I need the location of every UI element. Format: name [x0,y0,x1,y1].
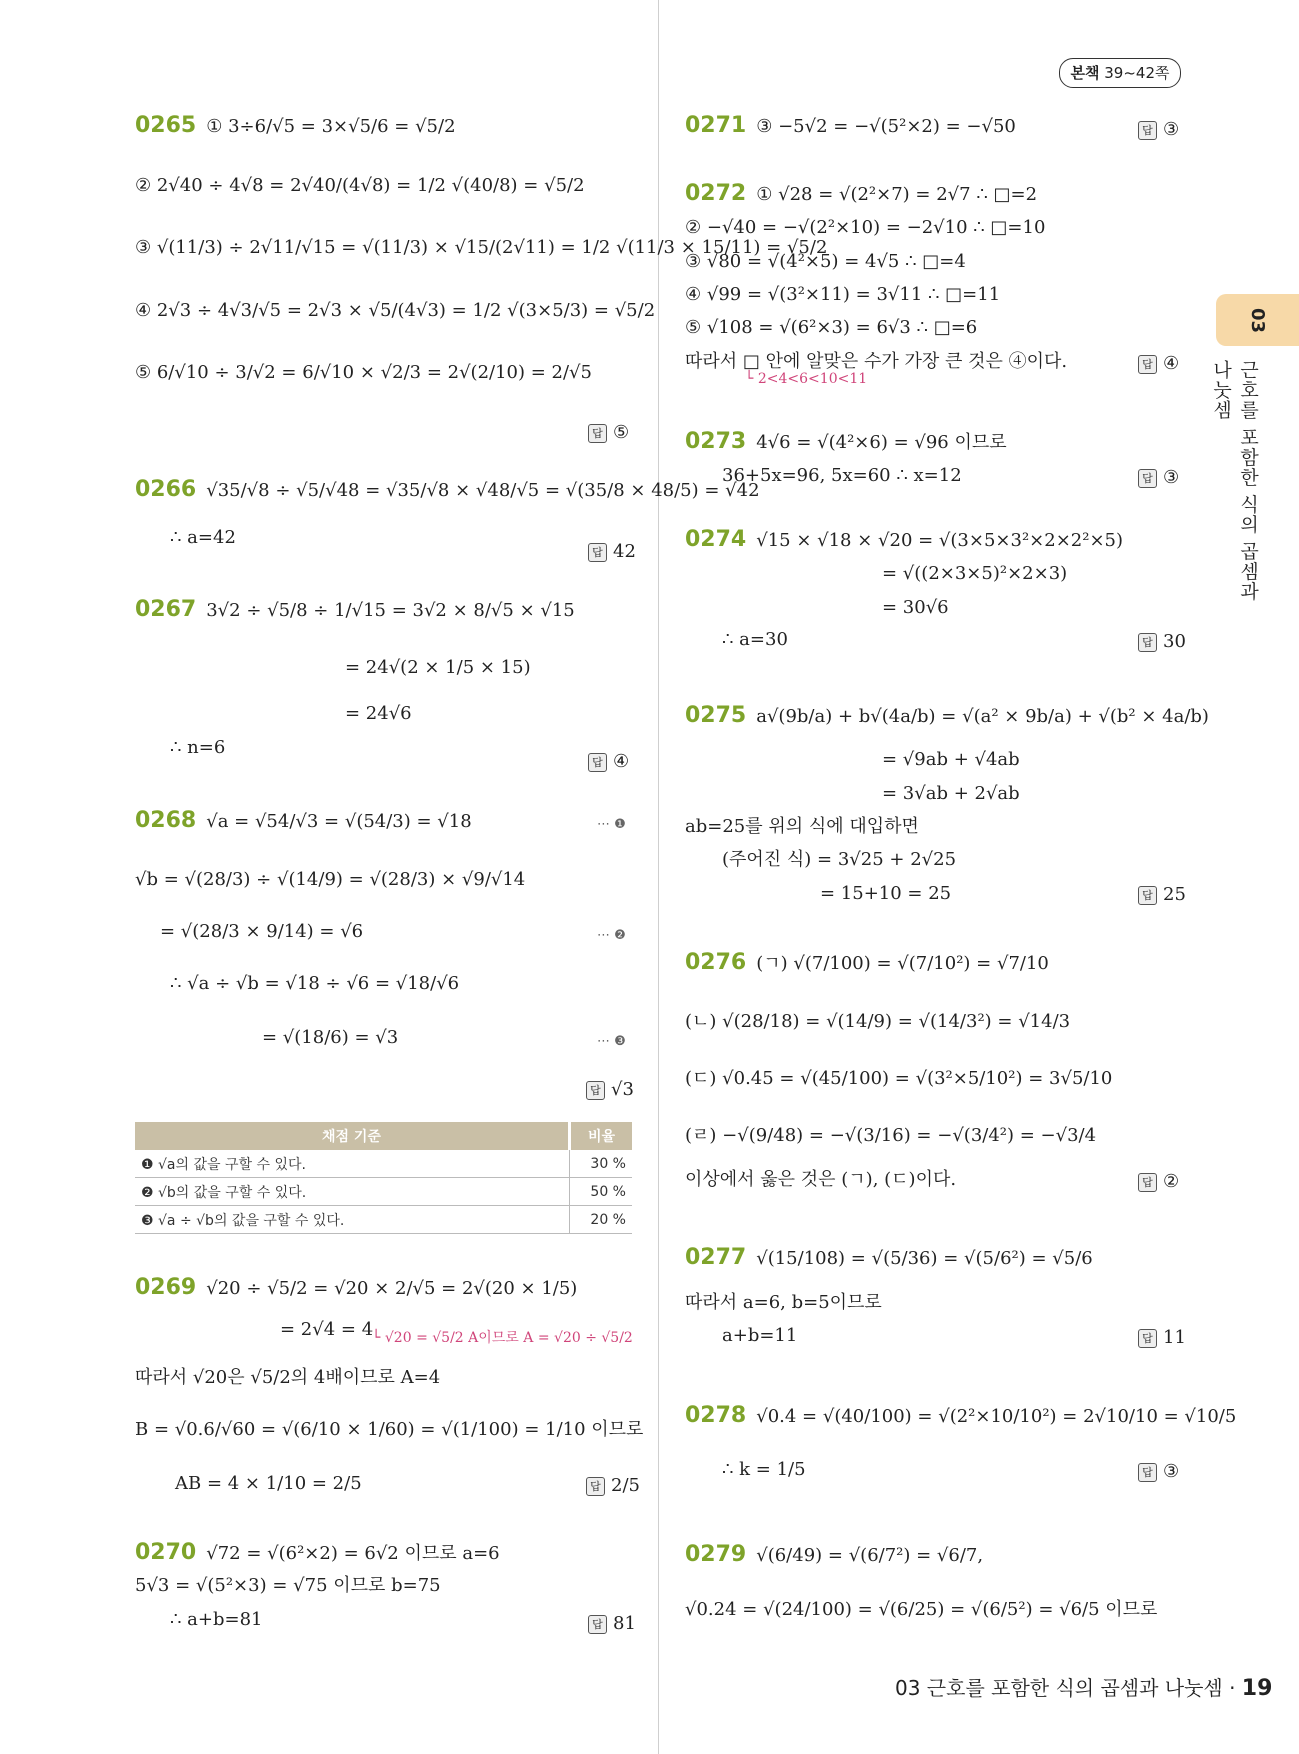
rubric-row [135,1178,632,1206]
right_column-line [882,748,1020,772]
solution-text: 3√2 ÷ √5/8 ÷ 1/√15 = 3√2 × 8/√5 × √15 [206,600,575,621]
problem-number: 0274 [685,527,747,552]
answer [1138,1460,1179,1484]
answer [588,750,629,774]
footer-chapter: 03 근호를 포함한 식의 곱셈과 나눗셈 [895,1676,1223,1700]
answer-value: 30 [1163,631,1186,652]
solution-text: AB = 4 × 1/10 = 2/5 [175,1473,362,1494]
page-ref-pages: 39~42쪽 [1104,64,1170,82]
rubric-header-criterion: 채점 기준 [135,1122,570,1150]
answer [1138,883,1186,907]
solution-text: √0.4 = √(40/100) = √(2²×10/10²) = 2√10/10 = √10/5 [756,1406,1237,1427]
problem-number: 0275 [685,703,747,728]
right_column-line [820,882,951,906]
right_column-line [685,283,1000,307]
answer-value: ③ [1163,467,1180,488]
left_column-line [170,1608,263,1632]
rubric-pct: 30 % [570,1150,633,1178]
left_column-line [135,1418,643,1442]
problem-number: 0269 [135,1275,197,1300]
problem-number: 0273 [685,429,747,454]
solution-text: ∴ a+b=81 [170,1609,263,1630]
problem-number: 0270 [135,1540,197,1565]
problem-number: 0268 [135,808,197,833]
left_column-line [135,114,456,139]
answer [1138,1170,1179,1194]
answer-value: 2/5 [611,1475,640,1496]
annotation-note: └ 2<4<6<10<11 [745,371,868,387]
solution-text: ③ −5√2 = −√(5²×2) = −√50 [756,116,1016,137]
solution-text: ∴ k = 1/5 [722,1459,806,1480]
answer-icon: 답 [586,1081,605,1100]
right_column-line [685,951,1049,976]
footer-dot: · [1229,1676,1242,1700]
right_column-line [685,1246,1093,1271]
annotation-note: └ √20 = √5/2 A이므로 A = √20 ÷ √5/2 [372,1330,633,1346]
right_column-line [685,815,919,839]
left_column-line [345,656,531,680]
solution-text: = 24√6 [345,703,412,724]
solution-text: ab=25를 위의 식에 대입하면 [685,816,919,837]
chapter-side-title: 근호를 포함한 식의 곱셈과 나눗셈 [1210,360,1259,602]
answer-value: ④ [613,751,630,772]
rubric-criterion: ❷ √b의 값을 구할 수 있다. [135,1178,570,1206]
right_column-line [685,216,1045,240]
solution-text: ① √28 = √(2²×7) = 2√7 ∴ □=2 [756,184,1038,205]
right_column-line [882,782,1020,806]
grading-rubric-table [135,1122,632,1234]
right_column-line [685,1404,1236,1429]
answer [588,421,629,445]
solution-text: ∴ a=30 [722,629,788,650]
right_column-line [882,562,1067,586]
right_column-line [722,628,788,652]
answer [588,540,636,564]
solution-text: ∴ a=42 [170,527,236,548]
problem-number: 0277 [685,1245,747,1270]
solution-text: ④ 2√3 ÷ 4√3/√5 = 2√3 × √5/(4√3) = 1/2 √(3×5/3) = √5/2 [135,300,656,321]
solution-text: √20 ÷ √5/2 = √20 × 2/√5 = 2√(20 × 1/5) [206,1278,578,1299]
left_column-line [170,526,236,550]
solution-text: 36+5x=96, 5x=60 ∴ x=12 [722,465,962,486]
solution-text: = √(18/6) = √3 [262,1027,399,1048]
right_column-line [685,1168,956,1192]
solution-text: (ㄹ) −√(9/48) = −√(3/16) = −√(3/4²) = −√3/4 [685,1125,1097,1146]
left_column-line [135,1366,440,1390]
answer-icon: 답 [1138,1173,1157,1192]
solution-text: 따라서 √20은 √5/2의 4배이므로 A=4 [135,1367,441,1388]
page-ref-book: 본책 [1070,64,1100,82]
page-reference-badge [1059,58,1181,88]
problem-number: 0279 [685,1542,747,1567]
answer [1138,352,1179,376]
solution-text: 따라서 □ 안에 알맞은 수가 가장 큰 것은 ④이다. [685,351,1068,372]
solution-text: ② −√40 = −√(2²×10) = −2√10 ∴ □=10 [685,217,1046,238]
answer-value: ④ [1163,353,1180,374]
right_column-line [685,114,1016,139]
problem-number: 0272 [685,181,747,206]
left_column-line [135,1574,441,1598]
solution-text: 4√6 = √(4²×6) = √96 이므로 [756,432,1007,453]
answer-icon: 답 [588,543,607,562]
left_column-line [135,361,592,385]
right_column-line [722,464,962,488]
solution-text: 따라서 a=6, b=5이므로 [685,1292,882,1313]
page-footer [895,1672,1272,1701]
solution-text: √(6/49) = √(6/7²) = √6/7, [756,1545,984,1566]
solution-text: = √((2×3×5)²×2×3) [882,563,1068,584]
solution-text: 이상에서 옳은 것은 (ㄱ), (ㄷ)이다. [685,1169,957,1190]
right_column-line [685,350,1067,374]
right_column-line [685,1598,1157,1622]
answer-value: ③ [1163,1461,1180,1482]
answer [586,1474,640,1498]
rubric-pct: 20 % [570,1206,633,1234]
solution-text: (ㄷ) √0.45 = √(45/100) = √(3²×5/10²) = 3√5/10 [685,1068,1113,1089]
chapter-number: 03 [1247,307,1268,333]
problem-number: 0276 [685,950,747,975]
left_column-line [135,868,525,892]
answer [1138,630,1186,654]
answer-icon: 답 [1138,886,1157,905]
left_column-line [280,1318,373,1342]
chapter-tab[interactable] [1216,294,1299,346]
answer-value: ⑤ [613,422,630,443]
right_column-line [685,316,977,340]
answer-value: 25 [1163,884,1186,905]
solution-text: ② 2√40 ÷ 4√8 = 2√40/(4√8) = 1/2 √(40/8) = √5/2 [135,175,585,196]
solution-text: ① 3÷6/√5 = 3×√5/6 = √5/2 [206,116,456,137]
right_column-line [722,848,956,872]
solution-text: B = √0.6/√60 = √(6/10 × 1/60) = √(1/100) = 1/10 이므로 [135,1419,644,1440]
solution-text: = √9ab + √4ab [882,749,1020,770]
step-marker: ⋯ ❶ [597,817,626,832]
solution-text: (ㄱ) √(7/100) = √(7/10²) = √7/10 [756,953,1049,974]
right_column-line [722,1458,806,1482]
solution-text: = 2√4 = 4 [280,1319,374,1340]
right_column-line [722,1324,797,1348]
answer [588,1612,636,1636]
right_column-line [685,1010,1070,1034]
problem-number: 0278 [685,1403,747,1428]
right_column-line [882,596,949,620]
solution-text: √(15/108) = √(5/36) = √(5/6²) = √5/6 [756,1248,1093,1269]
solution-text: 5√3 = √(5²×3) = √75 이므로 b=75 [135,1575,441,1596]
rubric-row [135,1206,632,1234]
solution-text: ③ √(11/3) ÷ 2√11/√15 = √(11/3) × √15/(2√11) = 1/2 √(11/3 × 15/11) = √5/2 [135,237,828,258]
solution-text: a√(9b/a) + b√(4a/b) = √(a² × 9b/a) + √(b² × 4a/b) [756,706,1209,727]
right_column-line [685,1291,882,1315]
solution-text: √72 = √(6²×2) = 6√2 이므로 a=6 [206,1543,500,1564]
left_column-line [170,972,459,996]
right_column-line [685,1124,1096,1148]
problem-number: 0271 [685,113,747,138]
answer [1138,1326,1186,1350]
left_column-line [135,174,585,198]
problem-number: 0266 [135,477,197,502]
answer [1138,466,1179,490]
answer-icon: 답 [588,753,607,772]
answer-value: ③ [1163,119,1180,140]
left_column-line [160,920,363,944]
left_column-line [135,478,760,503]
left_column-line [135,809,472,834]
answer-icon: 답 [1138,633,1157,652]
answer-icon: 답 [1138,121,1157,140]
solution-text: (ㄴ) √(28/18) = √(14/9) = √(14/3²) = √14/3 [685,1011,1071,1032]
right_column-line [685,250,966,274]
solution-text: √b = √(28/3) ÷ √(14/9) = √(28/3) × √9/√14 [135,869,526,890]
answer [1138,118,1179,142]
answer-icon: 답 [588,424,607,443]
solution-text: ⑤ √108 = √(6²×3) = 6√3 ∴ □=6 [685,317,978,338]
rubric-pct: 50 % [570,1178,633,1206]
right_column-line [685,430,1007,455]
right_column-line [685,704,1209,729]
answer-icon: 답 [1138,1463,1157,1482]
step-marker: ⋯ ❷ [597,928,626,943]
solution-text: √35/√8 ÷ √5/√48 = √35/√8 × √48/√5 = √(35/8 × 48/5) = √42 [206,480,760,501]
problem-number: 0265 [135,113,197,138]
solution-text: √15 × √18 × √20 = √(3×5×3²×2×2²×5) [756,530,1124,551]
answer-value: ② [1163,1171,1180,1192]
answer-icon: 답 [1138,1329,1157,1348]
column-divider [658,0,659,1754]
answer [586,1078,634,1102]
left_column-line [345,702,412,726]
solution-text: ∴ n=6 [170,737,226,758]
solution-text: ④ √99 = √(3²×11) = 3√11 ∴ □=11 [685,284,1001,305]
answer-icon: 답 [588,1615,607,1634]
solution-text: √a = √54/√3 = √(54/3) = √18 [206,811,472,832]
answer-value: 42 [613,541,636,562]
answer-value: 81 [613,1613,636,1634]
rubric-criterion: ❶ √a의 값을 구할 수 있다. [135,1150,570,1178]
right_column-line [685,528,1123,553]
answer-icon: 답 [586,1477,605,1496]
rubric-header-ratio: 비율 [570,1122,633,1150]
rubric-criterion: ❸ √a ÷ √b의 값을 구할 수 있다. [135,1206,570,1234]
right_column-line [685,1543,983,1568]
solution-text: = 24√(2 × 1/5 × 15) [345,657,531,678]
solution-text: = 30√6 [882,597,949,618]
right_column-line [685,182,1037,207]
left_column-line [135,1541,500,1566]
answer-value: 11 [1163,1327,1186,1348]
left_column-line [135,598,575,623]
solution-text: ∴ √a ÷ √b = √18 ÷ √6 = √18/√6 [170,973,460,994]
left_column-line [175,1472,362,1496]
solution-text: = 15+10 = 25 [820,883,952,904]
left_column-line [135,1276,577,1301]
rubric-row [135,1150,632,1178]
solution-text: ⑤ 6/√10 ÷ 3/√2 = 6/√10 × √2/3 = 2√(2/10) = 2/√5 [135,362,592,383]
solution-text: (주어진 식) = 3√25 + 2√25 [722,849,957,870]
problem-number: 0267 [135,597,197,622]
left_column-line [262,1026,398,1050]
solution-text: = 3√ab + 2√ab [882,783,1020,804]
left_column-line [170,736,225,760]
answer-icon: 답 [1138,469,1157,488]
answer-value: √3 [611,1079,634,1100]
solution-text: a+b=11 [722,1325,798,1346]
step-marker: ⋯ ❸ [597,1034,626,1049]
solution-text: = √(28/3 × 9/14) = √6 [160,921,364,942]
solution-text: ③ √80 = √(4²×5) = 4√5 ∴ □=4 [685,251,966,272]
left_column-line [135,299,655,323]
solution-text: √0.24 = √(24/100) = √(6/25) = √(6/5²) = √6/5 이므로 [685,1599,1158,1620]
page-number: 19 [1241,1676,1273,1701]
right_column-line [685,1067,1112,1091]
answer-icon: 답 [1138,355,1157,374]
